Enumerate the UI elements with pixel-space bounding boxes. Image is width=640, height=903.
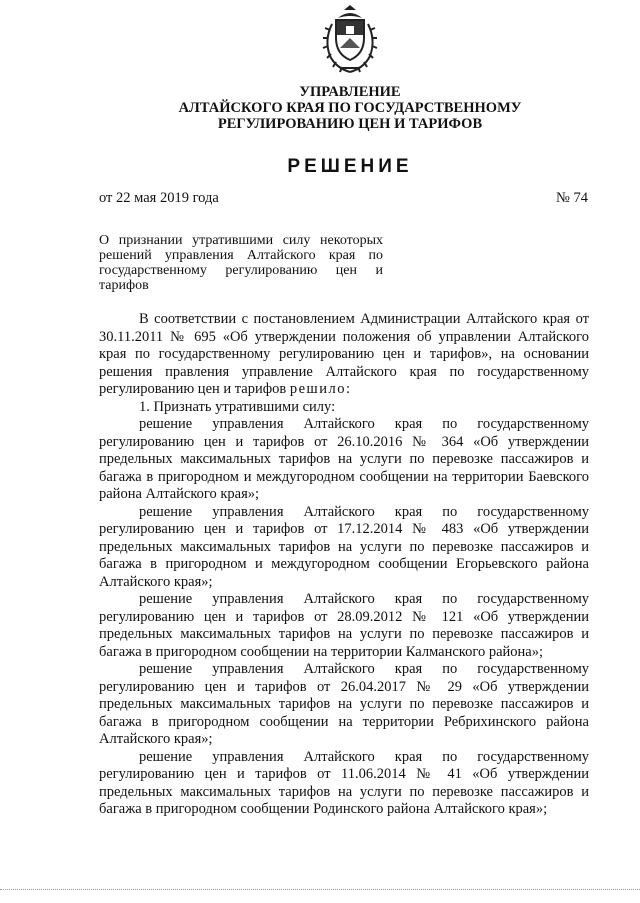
decision-paragraph: решение управления Алтайского края по государственному регулированию цен и тарифов от 26.10.2016 № 364 «Об утверждении предельных максимальных тарифов на услуги по перевозке пассажиров и багажа в пригородном и междугородном сообщении на территории Баевского района Алтайского края»; [99,416,589,502]
header-line-2: АЛТАЙСКОГО КРАЯ ПО ГОСУДАРСТВЕННОМУ [178,100,522,116]
header-line-1: УПРАВЛЕНИЕ [299,84,401,100]
page-edge-divider [0,889,640,890]
preamble-paragraph [99,311,589,399]
preamble-end: : [345,381,350,397]
header-line-3: РЕГУЛИРОВАНИЮ ЦЕН И ТАРИФОВ [217,116,483,132]
authority-header [170,84,530,132]
item-1-paragraph: 1. Признать утратившими силу: [139,398,336,415]
decision-paragraph: решение управления Алтайского края по государственному регулированию цен и тарифов от 17.12.2014 № 483 «Об утверждении предельных максимальных тарифов на услуги по перевозке пассажиров и багажа в пригородном и междугородном сообщении Егорьевского района Алтайского края»; [99,503,589,590]
document-subject: О признании утратившими силу некоторых решений управления Алтайского края по государственному регулированию цен и тарифов [99,233,383,293]
decision-paragraph: решение управления Алтайского края по государственному регулированию цен и тарифов от 26.04.2017 № 29 «Об утверждении предельных максимальных тарифов на услуги по перевозке пассажиров и багажа в пригородном сообщении на территории Ребрихинского района Алтайского края»; [99,661,589,747]
document-title: РЕШЕНИЕ [287,156,413,177]
coat-of-arms-icon [318,4,382,76]
document-date: от 22 мая 2019 года [99,190,219,206]
document-body [99,311,589,819]
document-number: № 74 [556,190,588,206]
preamble-verb: решило [289,381,346,397]
preamble-text: В соответствии с постановлением Администрации Алтайского края от 30.11.2011 № 695 «Об утверждении положения об управлении Алтайского края по государственному регулированию цен и тарифов», на основании решения правления управление Алтайского края по государственному регулированию цен и тарифов [99,311,589,397]
decision-paragraph: решение управления Алтайского края по государственному регулированию цен и тарифов от 28.09.2012 № 121 «Об утверждении предельных максимальных тарифов на услуги по перевозке пассажиров и багажа в пригородном сообщении на территории Калманского района»; [99,591,589,660]
decision-paragraph: решение управления Алтайского края по государственному регулированию цен и тарифов от 11.06.2014 № 41 «Об утверждении предельных максимальных тарифов на услуги по перевозке пассажиров и багажа в пригородном сообщении Родинского района Алтайского края»; [99,748,589,817]
